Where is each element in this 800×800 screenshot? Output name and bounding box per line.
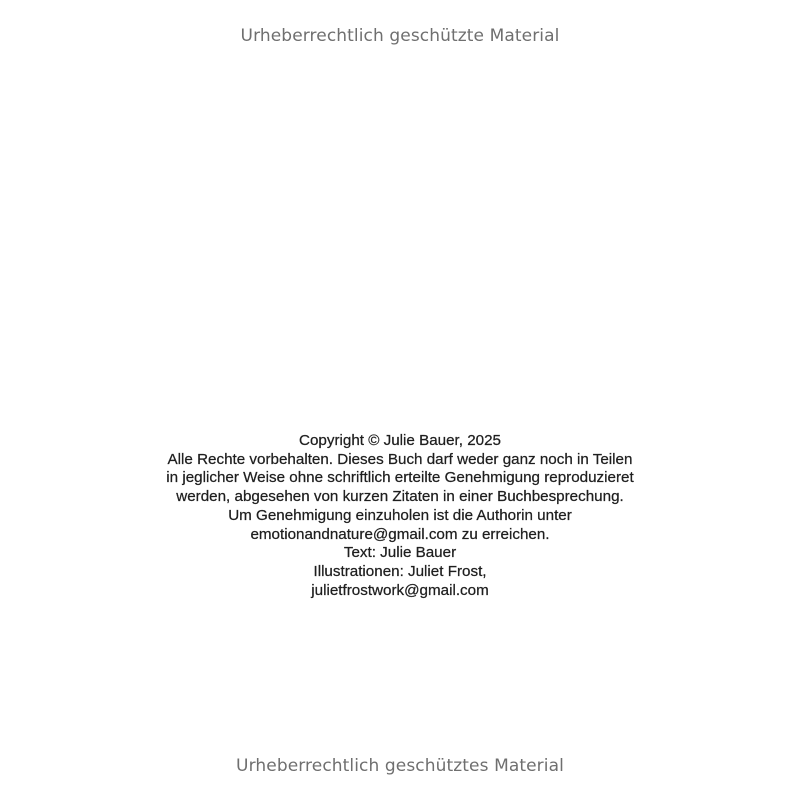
- rights-line-3: werden, abgesehen von kurzen Zitaten in einer Buchbesprechung.: [176, 488, 624, 506]
- rights-line-2: in jeglicher Weise ohne schriftlich erteilte Genehmigung reproduzieret: [166, 469, 634, 487]
- watermark-top: Urheberrechtlich geschützte Material: [240, 26, 560, 46]
- watermark-bottom: Urheberrechtlich geschütztes Material: [236, 756, 564, 776]
- rights-line-4: Um Genehmigung einzuholen ist die Authorin unter: [228, 506, 572, 524]
- rights-line-5: emotionandnature@gmail.com zu erreichen.: [250, 525, 550, 543]
- illustrator-email: julietfrostwork@gmail.com: [311, 581, 489, 599]
- illustrator-name: Illustrationen: Juliet Frost,: [313, 562, 487, 580]
- illustration-credit: [0, 563, 800, 600]
- copyright-page-content: [0, 432, 800, 600]
- text-credit: Text: Julie Bauer: [343, 544, 457, 562]
- rights-statement: [0, 451, 800, 545]
- rights-line-1: Alle Rechte vorbehalten. Dieses Buch darf weder ganz noch in Teilen: [167, 450, 633, 468]
- copyright-line: Copyright © Julie Bauer, 2025: [299, 432, 501, 449]
